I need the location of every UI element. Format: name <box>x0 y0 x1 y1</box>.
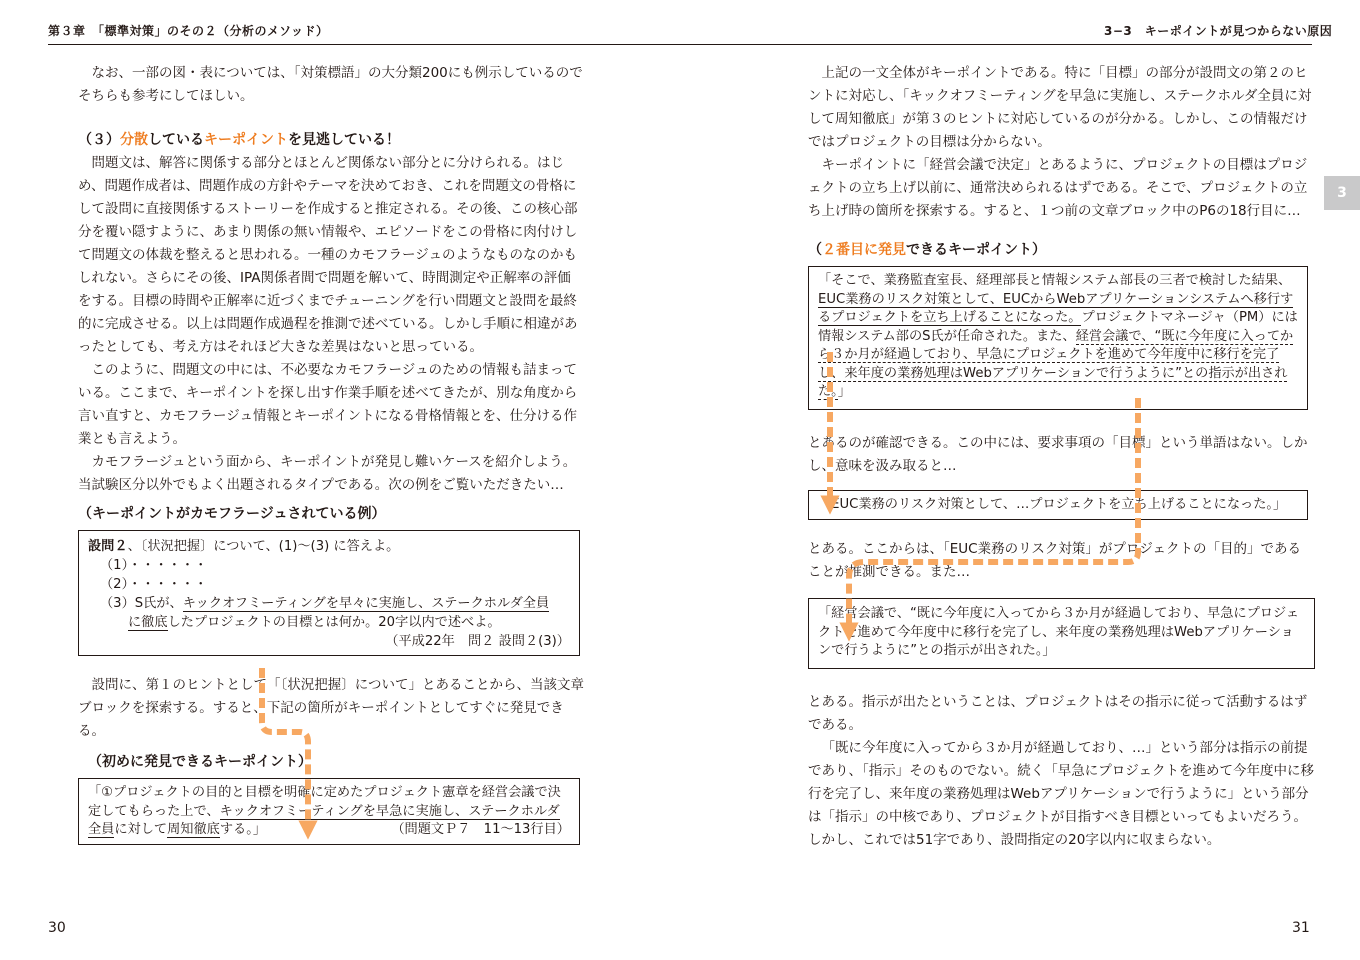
second-box-text-a: 「そこで、業務監査室長、経理部長と情報システム部長の三者で検討した結果、 <box>818 273 1292 288</box>
question-item-3-cont <box>88 613 570 632</box>
question-item: （2）・・・・・・ <box>100 577 208 592</box>
second-box-text-b: プロジェクトマネージャ（PM）には情報システム部のS氏が任命された。また、 <box>818 310 1298 344</box>
quote-box-goal: 「経営会議で、“既に今年度に入ってから３か月が経過しており、早急にプロジェクトを進めて今年度中に移行を完了し、来年度の業務処理はWebアプリケーションで行うように”との指示が出された。」 <box>808 598 1315 669</box>
first-box-underlined: キックオフミーティングを早急に実施し、ステークホル <box>219 803 547 819</box>
second-keypoint-box <box>808 266 1308 410</box>
page-number-left: 30 <box>48 920 66 936</box>
body-paragraph: 問題文は、解答に関係する部分とほとんど関係ない部分とに分けられる。はじめ、問題作成者は、問題作成の方針やテーマを決めておき、これを問題文の骨格にして設問に直接関係するストーリーを作成すると推定される。その後、この核心部分を覆い隠すように、あまり関係の無い情報や、エピソードをこの骨格に肉付けして問題文の体裁を整えると思われる。一種のカモフラージュのようなものなのかもしれない。さらにその後、IPA関係者間で問題を解いて、時間測定や正解率の評価をする。目標の時間や正解率に近づくまでチューニングを行い問題文と設問を最終的に完成させる。以上は問題作成過程を推測で述べている。しかし手順に相違があったとしても、考え方はそれほど大きな差異はないと思っている。 <box>78 155 578 355</box>
body-paragraph: キーポイントに「経営会議で決定」とあるように、プロジェクトの目標はプロジェクトの立ち上げ以前に、通常決められるはずである。そこで、プロジェクトの立ち上げ時の箇所を探索する。すると、１つ前の文章ブロック中のP6の18行目に… <box>808 157 1308 219</box>
question-item: （1）・・・・・・ <box>100 558 208 573</box>
header-rule <box>48 44 1312 45</box>
question-item-3 <box>88 594 570 613</box>
section-heading-prefix: （３） <box>78 132 120 148</box>
question-title-rest: 、〔状況把握〕について、(1)〜(3) に答えよ。 <box>127 539 400 554</box>
body-paragraph: 「既に今年度に入ってから３か月が経過しており、…」という部分は指示の前提であり、「指示」そのものでない。続く「早急にプロジェクトを進めて今年度中に移行を完了し、来年度の業務処理はWebアプリケーションで行うように」という部分は「指示」の中核であり、プロジェクトが目指すべき目標といってもよいだろう。しかし、これでは51字であり、設問指定の20字以内に収まらない。 <box>808 739 1314 848</box>
body-paragraph: 上記の一文全体がキーポイントである。特に「目標」の部分が設問文の第２のヒントに対応し、「キックオフミーティングを早急に実施し、ステークホルダ全員に対して周知徹底」が第３のヒントに対応しているのが分かる。しかし、この情報だけではプロジェクトの目標は分からない。 <box>808 65 1312 150</box>
first-keypoint-heading: （初めに発見できるキーポイント） <box>88 754 312 770</box>
left-page <box>78 62 584 845</box>
second-heading-open: （ <box>808 242 822 258</box>
question-source: （平成22年 問２ 設問２(3)） <box>385 634 570 649</box>
question-item-3-a: （3）S氏が、 <box>100 596 183 611</box>
right-page <box>808 62 1314 852</box>
second-box-text-c: 」 <box>837 384 851 399</box>
body-paragraph: とある。ここからは、「EUC業務のリスク対策」がプロジェクトの「目的」であることが推測できる。また… <box>808 541 1302 580</box>
question-title <box>88 537 570 556</box>
second-heading-rest: できるキーポイント） <box>906 242 1046 258</box>
section-heading-orange-2: キーポイント <box>204 132 288 148</box>
question-item-3-underlined: キックオフミーティングを早々に実施し、ステークホルダ全員 <box>182 596 550 611</box>
running-header-right: 3−3 キーポイントが見つからない原因 <box>1104 24 1333 38</box>
first-keypoint-box <box>78 778 580 845</box>
chapter-tab[interactable]: 3 <box>1324 176 1360 210</box>
running-header-left: 第３章 「標準対策」のその２（分析のメソッド） <box>48 24 329 38</box>
section-heading-mid-2: を見逃している！ <box>288 132 400 148</box>
first-box-underlined-2: ダ全員 <box>88 803 560 837</box>
section-heading-mid-1: している <box>148 132 204 148</box>
question-box <box>78 530 580 656</box>
page-number-right: 31 <box>1292 920 1310 936</box>
body-paragraph: とある。指示が出たということは、プロジェクトはその指示に従って活動するはずである。 <box>808 693 1308 733</box>
question-item-3-b: したプロジェクトの目標とは何か。20字以内で述べよ。 <box>167 615 501 630</box>
question-item-3-underlined-2: に徹底 <box>128 615 168 630</box>
body-paragraph: とあるのが確認できる。この中には、要求事項の「目標」という単語はない。しかし、意味を汲み取ると… <box>808 434 1308 474</box>
body-paragraph: このように、問題文の中には、不必要なカモフラージュのための情報も詰まっている。ここまで、キーポイントを探し出す作業手順を述べてきたが、別な角度から言い直すと、カモフラージュ情報とキーポイントになる骨格情報とを、仕分ける作業とも言えよう。 <box>78 362 578 447</box>
section-heading <box>78 129 584 152</box>
first-box-underlined-3: 周知徹底 <box>167 822 220 837</box>
body-paragraph: 設問に、第１のヒントとして「〔状況把握〕について」とあることから、当該文章ブロックを探索する。すると、下記の箇所がキーポイントとしてすぐに発見できる。 <box>78 677 584 739</box>
first-box-text-b: に対して <box>114 822 168 837</box>
intro-paragraph: なお、一部の図・表については、「対策標語」の大分類200にも例示しているのでそちらも参考にしてほしい。 <box>78 65 583 104</box>
body-paragraph: カモフラージュという面から、キーポイントが発見し難いケースを紹介しよう。当試験区分以外でもよく出題されるタイプである。次の例をご覧いただきたい… <box>78 454 577 493</box>
first-box-source: （問題文Ｐ７ 11〜13行目） <box>391 822 570 837</box>
second-box-underlined-1: EUC業務のリスク対策として、EUCからWebアプリケーションシステムへ移行するプロジェクトを立ち上げることになった。 <box>818 291 1294 325</box>
question-title-bold: 設問２ <box>88 539 128 554</box>
second-keypoint-heading <box>808 239 1314 262</box>
second-box-dashed-underlined: 経営会議で、“既に今年度に入ってから３か月が経過しており、早急にプロジェクトを進めて今年度中に移行を完了し、来年度の業務処理はWebアプリケーションで行うように”との指示が出された。 <box>818 328 1294 399</box>
quote-box-purpose: 「EUC業務のリスク対策として、…プロジェクトを立ち上げることになった。」 <box>808 490 1308 521</box>
first-box-text-a: 「①プロジェクトの目的と目標を明確に定めたプロジェクト憲章を経営会議で決定してもらった上で、 <box>88 785 561 819</box>
section-heading-orange-1: 分散 <box>120 132 148 148</box>
second-heading-orange: ２番目に発見 <box>822 242 906 258</box>
example-heading: （キーポイントがカモフラージュされている例） <box>78 506 386 522</box>
first-box-text-c: する。」 <box>219 822 267 837</box>
